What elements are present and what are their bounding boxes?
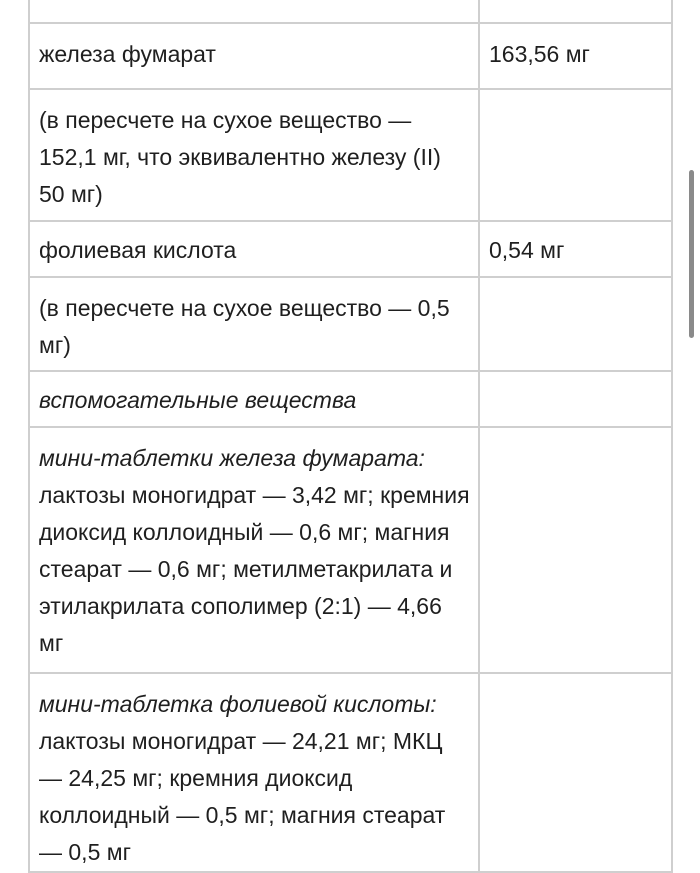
table-row — [29, 0, 672, 23]
table-cell-amount — [479, 371, 672, 427]
table-cell-name — [29, 0, 479, 23]
table-cell-name — [29, 673, 479, 872]
table-row — [29, 427, 672, 673]
table-row — [29, 277, 672, 371]
table-cell-amount — [479, 277, 672, 371]
table-cell-amount: 163,56 мг — [479, 23, 672, 89]
table-cell-subheading: мини-таблетки железа фумарата: — [39, 445, 425, 471]
table-cell-name: вспомогательные вещества — [29, 371, 479, 427]
table-cell-amount — [479, 0, 672, 23]
table-cell-amount — [479, 673, 672, 872]
table-cell-name: (в пересчете на сухое вещество — 0,5 мг) — [29, 277, 479, 371]
table-cell-amount — [479, 427, 672, 673]
table-cell-name: железа фумарат — [29, 23, 479, 89]
table-cell-name: фолиевая кислота — [29, 221, 479, 277]
vertical-scrollbar[interactable] — [689, 170, 694, 338]
table-cell-subheading: мини-таблетка фолиевой кислоты: — [39, 691, 437, 717]
table-cell-name: (в пересчете на сухое вещество — 152,1 мг, что эквивалентно железу (II) 50 мг) — [29, 89, 479, 221]
table-row — [29, 371, 672, 427]
composition-table-container — [28, 0, 671, 873]
table-cell-text: лактозы моногидрат — 3,42 мг; кремния диоксид коллоидный — 0,6 мг; магния стеарат — 0,6 мг; метилметакрилата и этилакрилата сополимер (2:1) — 4,66 мг — [39, 482, 470, 656]
table-cell-amount — [479, 89, 672, 221]
table-row — [29, 221, 672, 277]
table-cell-amount: 0,54 мг — [479, 221, 672, 277]
composition-table — [28, 0, 673, 873]
table-row — [29, 673, 672, 872]
table-row — [29, 89, 672, 221]
table-row — [29, 23, 672, 89]
table-cell-name — [29, 427, 479, 673]
table-cell-text: лактозы моногидрат — 24,21 мг; МКЦ — 24,25 мг; кремния диоксид коллоидный — 0,5 мг; магния стеарат — 0,5 мг — [39, 728, 446, 865]
